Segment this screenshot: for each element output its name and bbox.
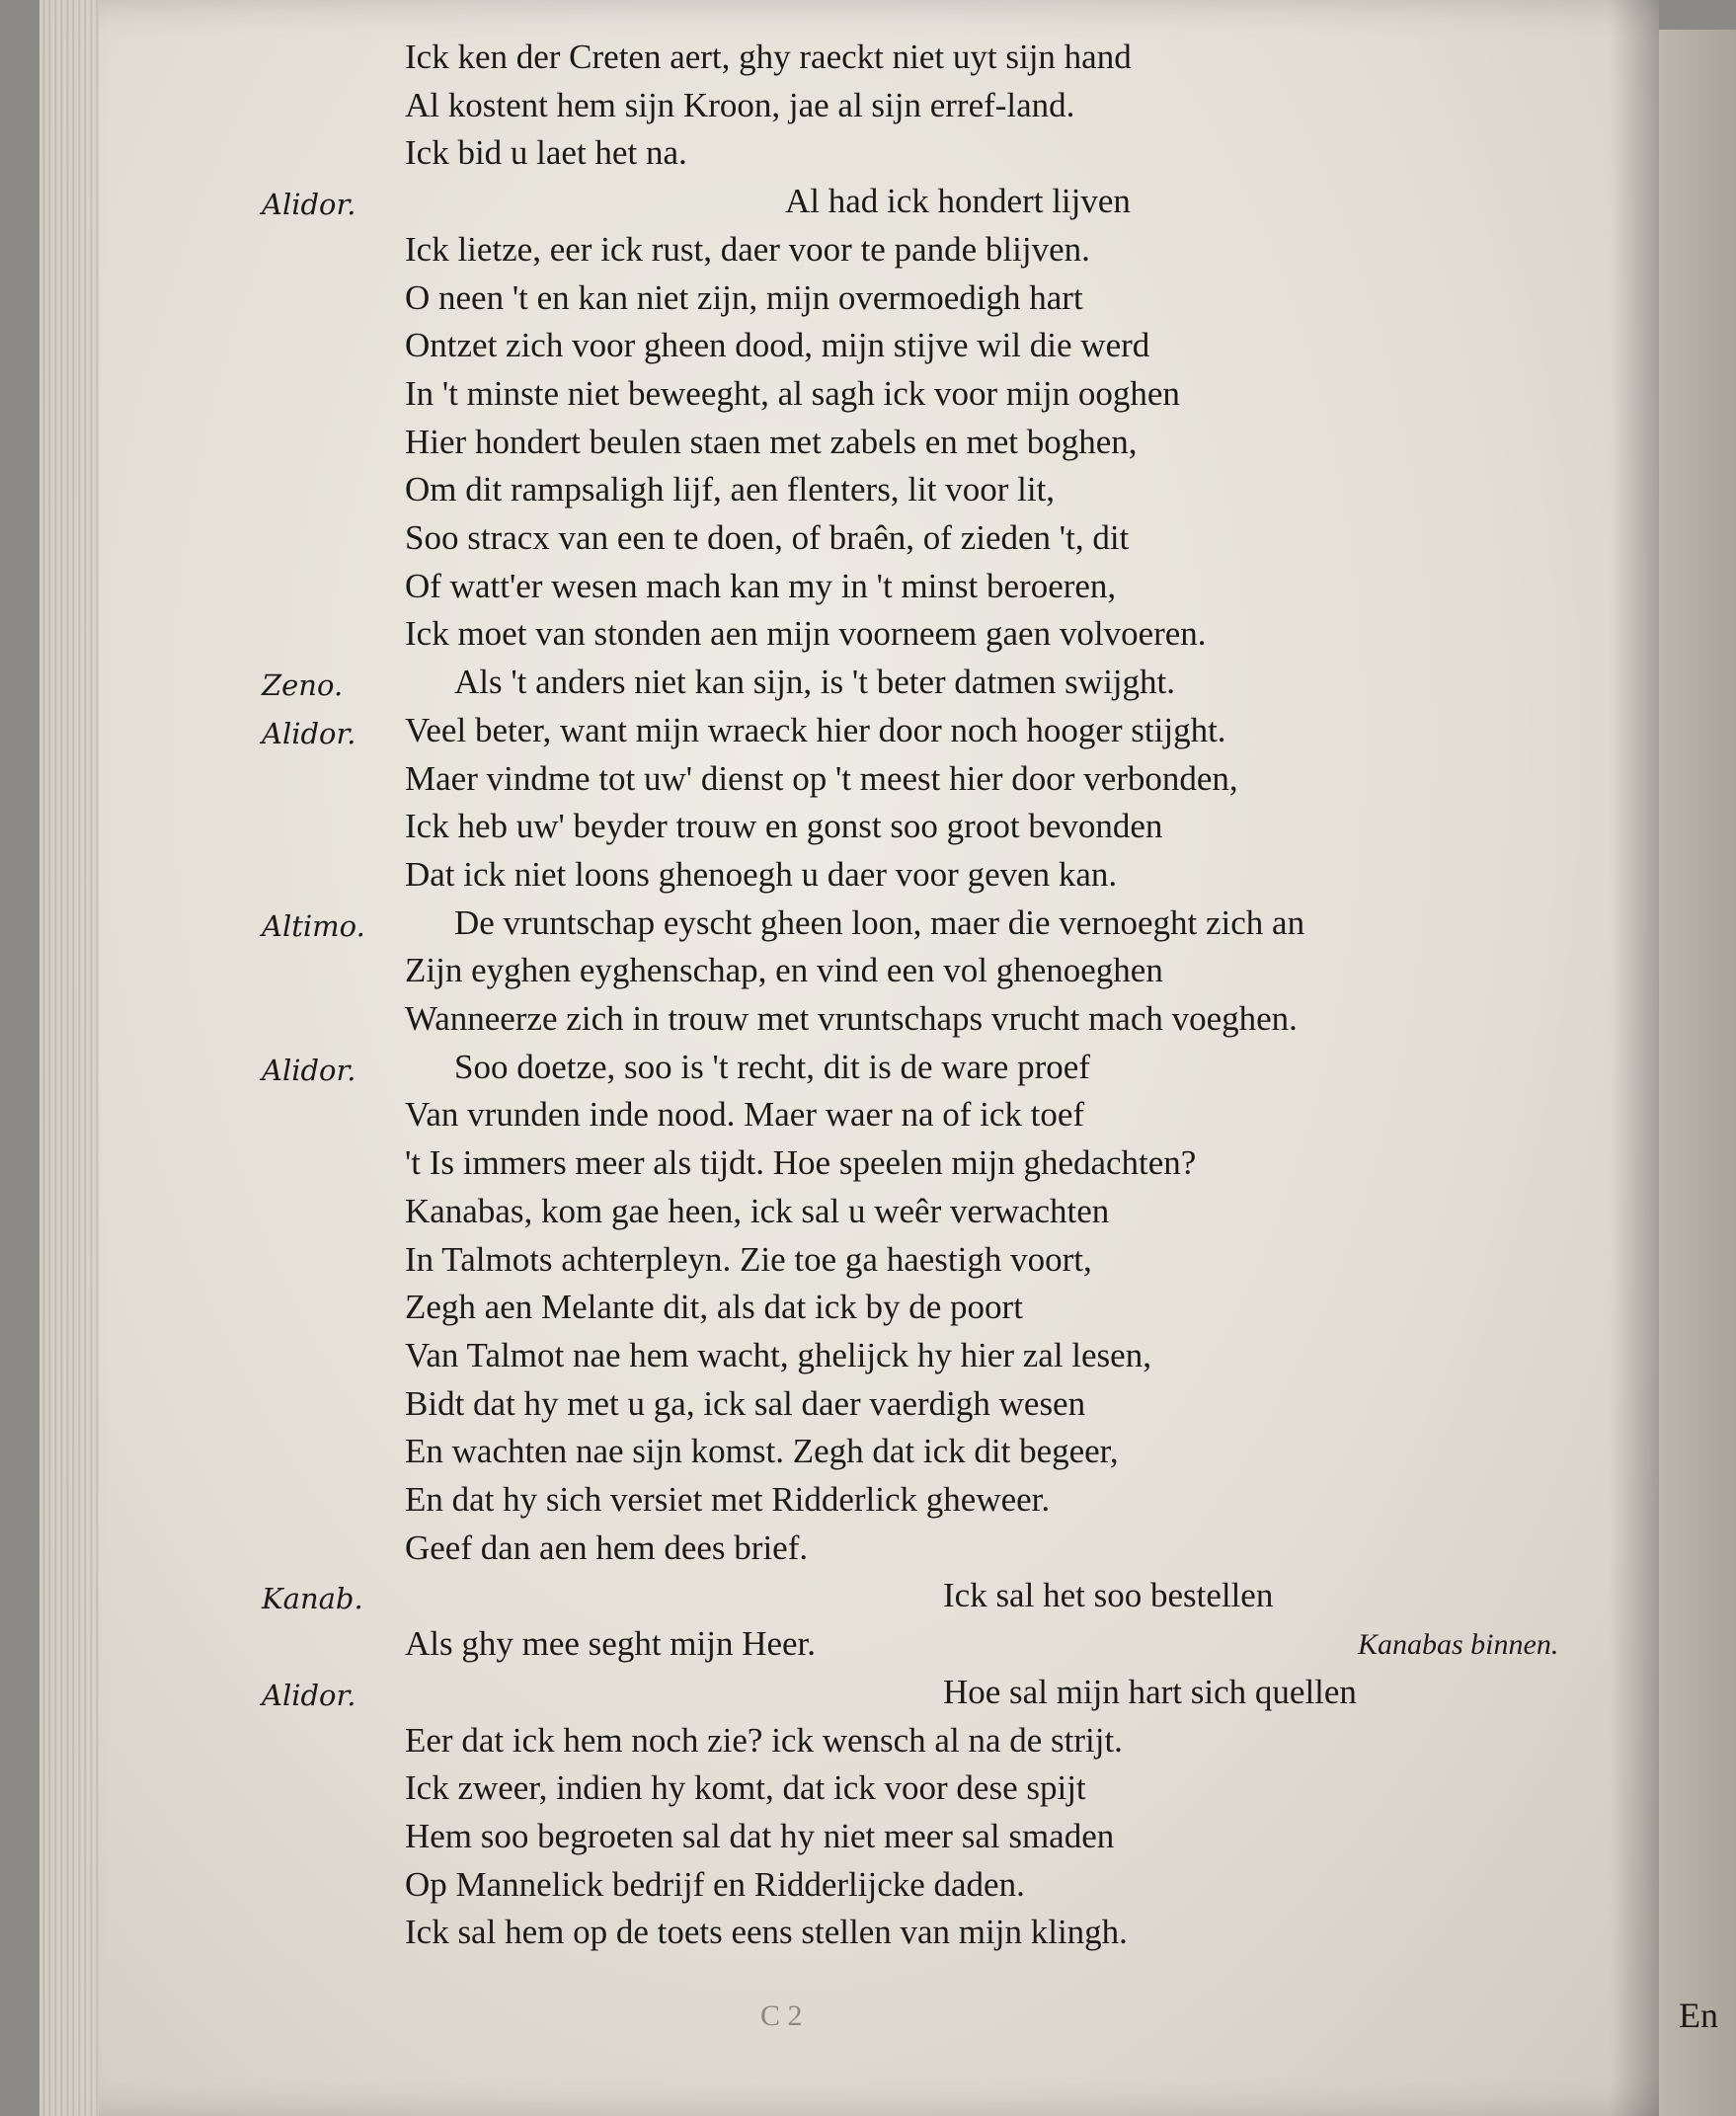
verse-text: Veel beter, want mijn wraeck hier door noch hooger stijght. bbox=[405, 710, 1226, 749]
verse-text: En dat hy sich versiet met Ridderlick gheweer. bbox=[405, 1480, 1051, 1519]
verse-line bbox=[39, 1673, 1659, 1720]
verse-text: Wanneerze zich in trouw met vruntschaps vrucht mach voeghen. bbox=[405, 999, 1298, 1038]
verse-text: Soo doetze, soo is 't recht, dit is de ware proef bbox=[454, 1047, 1090, 1086]
verse-line bbox=[39, 759, 1659, 807]
verse-text: Ontzet zich voor gheen dood, mijn stijve wil die werd bbox=[405, 326, 1150, 365]
verse-text: Zegh aen Melante dit, als dat ick by de poort bbox=[405, 1288, 1023, 1327]
verse-text: Op Mannelick bedrijf en Ridderlijcke daden. bbox=[405, 1864, 1025, 1904]
verse-text: In 't minste niet beweeght, al sagh ick voor mijn ooghen bbox=[405, 373, 1180, 413]
verse-line bbox=[39, 1817, 1659, 1864]
verse-text: Ick moet van stonden aen mijn voorneem gaen volvoeren. bbox=[405, 614, 1207, 654]
verse-line bbox=[39, 999, 1659, 1047]
verse-line bbox=[39, 1480, 1659, 1528]
verse-line bbox=[39, 374, 1659, 422]
speaker-name: Alidor. bbox=[262, 188, 356, 222]
verse-line bbox=[39, 663, 1659, 710]
verse-text: Ick sal het soo bestellen bbox=[943, 1576, 1274, 1615]
verse-text: Ick heb uw' beyder trouw en gonst soo groot bevonden bbox=[405, 807, 1163, 846]
verse-line bbox=[39, 326, 1659, 373]
verse-text: Ick lietze, eer ick rust, daer voor te pande blijven. bbox=[405, 229, 1090, 269]
verse-text: Als ghy mee seght mijn Heer. bbox=[405, 1624, 817, 1664]
verse-line bbox=[39, 182, 1659, 229]
verse-line bbox=[39, 1384, 1659, 1432]
verse-text: Bidt dat hy met u ga, ick sal daer vaerdigh wesen bbox=[405, 1383, 1086, 1423]
verse-text: Soo stracx van een te doen, of braên, of zieden 't, dit bbox=[405, 518, 1130, 557]
verse-text: Dat ick niet loons ghenoegh u daer voor geven kan. bbox=[405, 854, 1118, 894]
verse-line bbox=[39, 278, 1659, 326]
verse-text: Om dit rampsaligh lijf, aen flenters, lit voor lit, bbox=[405, 470, 1056, 509]
verse-text: Ick zweer, indien hy komt, dat ick voor dese spijt bbox=[405, 1768, 1086, 1808]
verse-text: Ick sal hem op de toets eens stellen van mijn klingh. bbox=[405, 1913, 1128, 1952]
verse-text: In Talmots achterpleyn. Zie toe ga haestigh voort, bbox=[405, 1239, 1092, 1279]
verse-text: Geef dan aen hem dees brief. bbox=[405, 1528, 809, 1567]
verse-text: Of watt'er wesen mach kan my in 't minst beroeren, bbox=[405, 566, 1117, 605]
verse-text: Ick bid u laet het na. bbox=[405, 133, 687, 173]
verse-line bbox=[39, 423, 1659, 470]
verse-line bbox=[39, 855, 1659, 902]
verse-text: Eer dat ick hem noch zie? ick wensch al na de strijt. bbox=[405, 1720, 1123, 1760]
verse-line bbox=[39, 614, 1659, 662]
verse-text: Van vrunden inde nood. Maer waer na of ick toef bbox=[405, 1095, 1085, 1135]
page-text bbox=[39, 0, 1659, 2116]
verse-line bbox=[39, 1048, 1659, 1095]
verse-text: 't Is immers meer als tijdt. Hoe speelen mijn ghedachten? bbox=[405, 1143, 1197, 1183]
verse-line bbox=[39, 1576, 1659, 1623]
book-page bbox=[39, 0, 1718, 2116]
verse-line bbox=[39, 230, 1659, 277]
verse-line bbox=[39, 951, 1659, 998]
verse-line bbox=[39, 1095, 1659, 1142]
verse-line bbox=[39, 1192, 1659, 1239]
verse-text: Al had ick hondert lijven bbox=[785, 182, 1131, 221]
verse-line bbox=[39, 1528, 1659, 1576]
verse-text: De vruntschap eyscht gheen loon, maer die vernoeght zich an bbox=[454, 902, 1305, 942]
speaker-name: Kanab. bbox=[262, 1582, 363, 1616]
verse-line bbox=[39, 567, 1659, 614]
verse-line bbox=[39, 1768, 1659, 1816]
verse-text: Al kostent hem sijn Kroon, jae al sijn erref-land. bbox=[405, 85, 1075, 124]
verse-line bbox=[39, 470, 1659, 517]
verse-line bbox=[39, 86, 1659, 133]
speaker-name: Zeno. bbox=[262, 668, 344, 703]
stage-direction: Kanabas binnen. bbox=[1358, 1628, 1559, 1662]
page-stack-edges bbox=[39, 0, 99, 2116]
verse-line bbox=[39, 1913, 1659, 1960]
verse-text: Hem soo begroeten sal dat hy niet meer sal smaden bbox=[405, 1816, 1115, 1855]
verse-text: Zijn eyghen eyghenschap, en vind een vol ghenoeghen bbox=[405, 951, 1163, 990]
verse-line bbox=[39, 1721, 1659, 1768]
verse-line bbox=[39, 1240, 1659, 1288]
speaker-name: Alidor. bbox=[262, 1678, 356, 1712]
verse-line bbox=[39, 38, 1659, 85]
verse-text: Van Talmot nae hem wacht, ghelijck hy hier zal lesen, bbox=[405, 1335, 1151, 1374]
verse-line bbox=[39, 1624, 1659, 1672]
verse-text: En wachten nae sijn komst. Zegh dat ick dit begeer, bbox=[405, 1432, 1119, 1471]
verse-line bbox=[39, 1143, 1659, 1191]
speaker-name: Altimo. bbox=[262, 908, 365, 943]
verse-line bbox=[39, 1288, 1659, 1335]
verse-line bbox=[39, 903, 1659, 951]
verse-line bbox=[39, 1432, 1659, 1479]
verse-text: Hoe sal mijn hart sich quellen bbox=[943, 1672, 1357, 1711]
verse-line bbox=[39, 711, 1659, 758]
adjacent-page-edge bbox=[1657, 30, 1736, 2116]
verse-line bbox=[39, 133, 1659, 181]
speaker-name: Alidor. bbox=[262, 1053, 356, 1087]
verse-text: Hier hondert beulen staen met zabels en met boghen, bbox=[405, 422, 1138, 461]
verse-line bbox=[39, 1336, 1659, 1383]
verse-text: Kanabas, kom gae heen, ick sal u weêr verwachten bbox=[405, 1191, 1110, 1230]
verse-text: Maer vindme tot uw' dienst op 't meest hier door verbonden, bbox=[405, 758, 1238, 798]
verse-text: O neen 't en kan niet zijn, mijn overmoedigh hart bbox=[405, 277, 1083, 317]
speaker-name: Alidor. bbox=[262, 716, 356, 750]
verse-line bbox=[39, 807, 1659, 854]
verse-line bbox=[39, 1865, 1659, 1913]
verse-text: Als 't anders niet kan sijn, is 't beter datmen swijght. bbox=[454, 663, 1175, 702]
gutter-shadow bbox=[1610, 0, 1659, 2116]
verse-text: Ick ken der Creten aert, ghy raeckt niet uyt sijn hand bbox=[405, 38, 1132, 76]
verse-line bbox=[39, 518, 1659, 566]
signature-mark: C 2 bbox=[760, 1999, 803, 2032]
catchword: En bbox=[1679, 1996, 1718, 2035]
